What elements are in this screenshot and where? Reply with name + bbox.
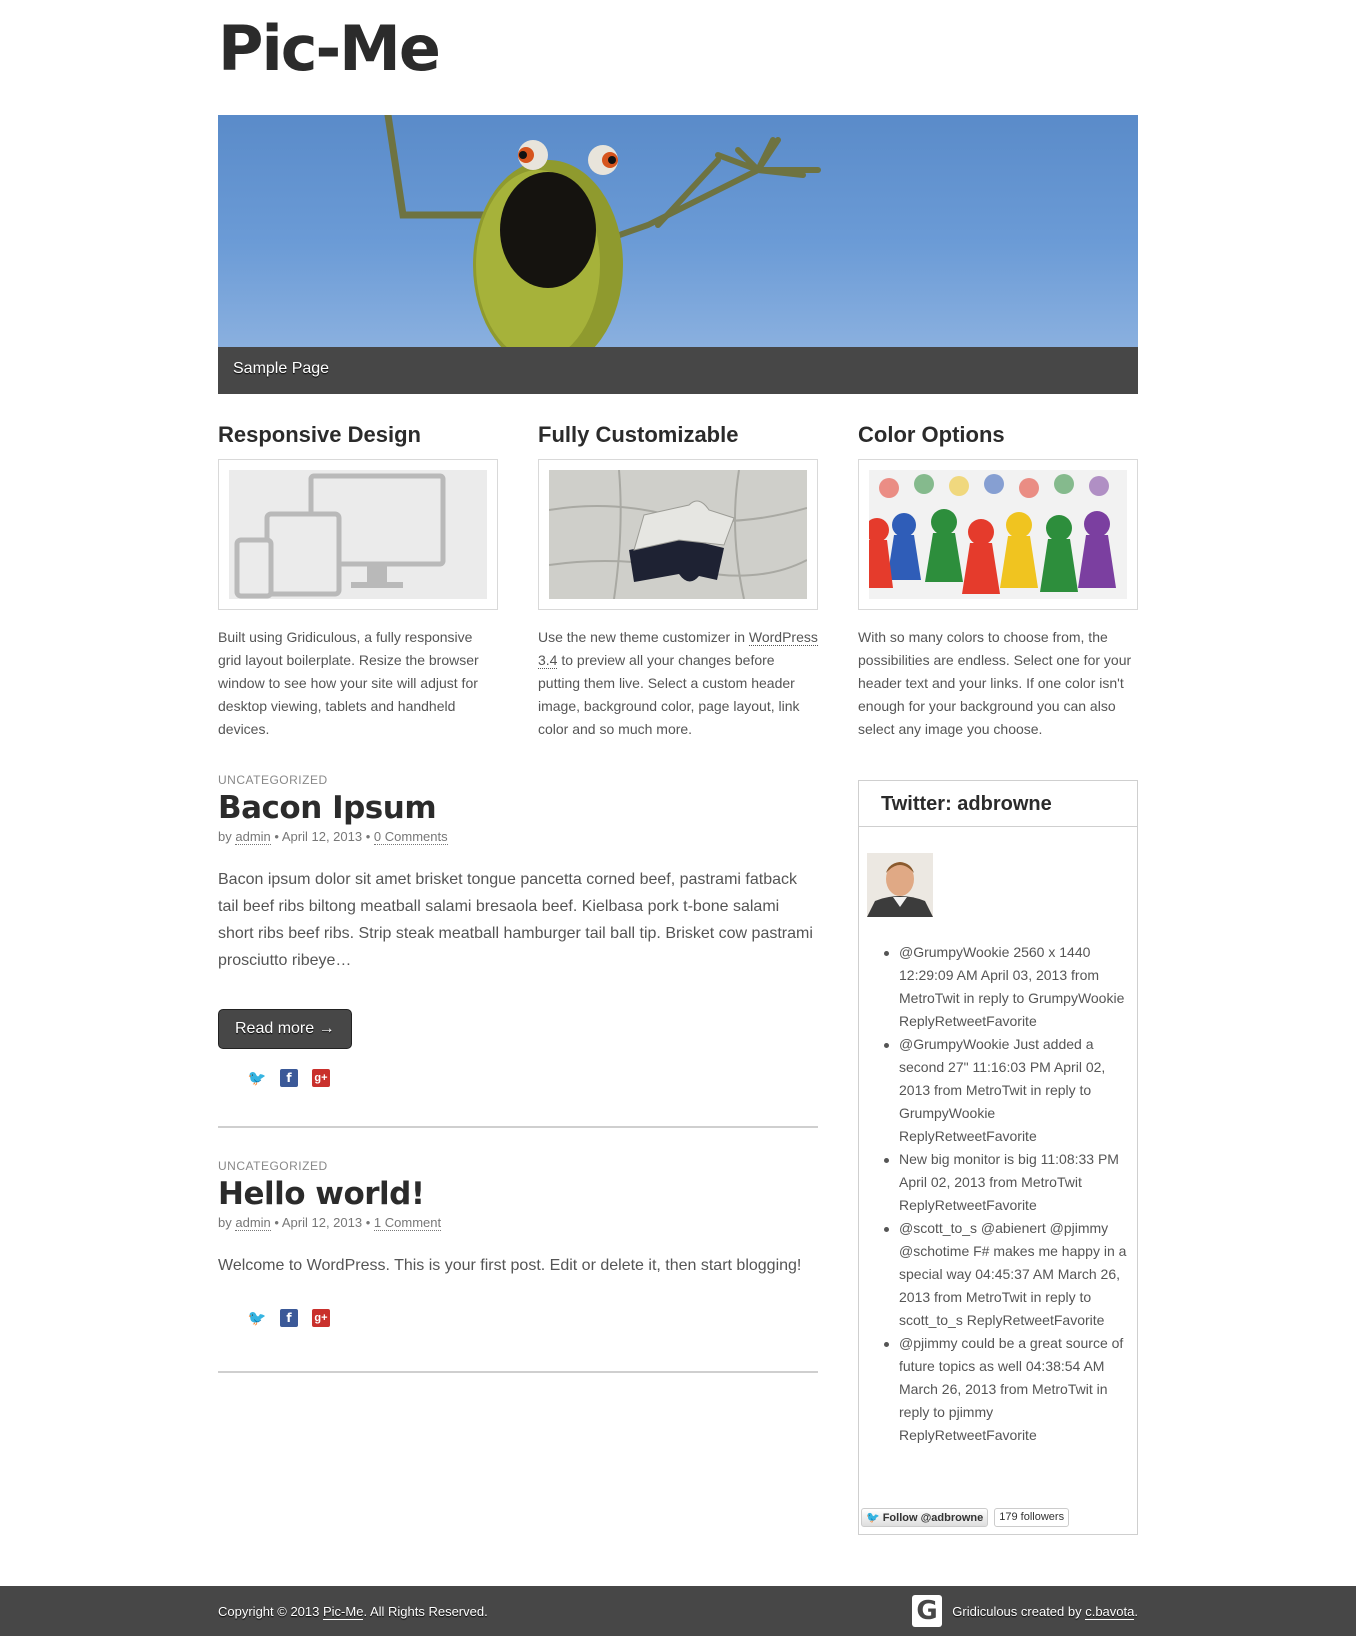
main-navigation xyxy=(218,347,1138,394)
tweet-item: @scott_to_s @abienert @pjimmy @schotime F# makes me happy in a special way 04:45:37 AM March 26, 2013 from MetroTwit in reply to scott_to_s ReplyRetweetFavorite xyxy=(899,1217,1129,1332)
post-bacon-ipsum xyxy=(218,773,818,1087)
twitter-bird-icon: 🐦 xyxy=(866,1512,880,1524)
footer-copyright: Copyright © 2013 Pic-Me. All Rights Reserved. xyxy=(218,1604,488,1619)
followers-count: 179 followers xyxy=(994,1508,1069,1527)
footer xyxy=(0,1586,1356,1636)
feature-fully-customizable xyxy=(538,422,818,741)
post-category[interactable]: UNCATEGORIZED xyxy=(218,773,328,787)
post-title[interactable]: Bacon Ipsum xyxy=(218,790,437,826)
facebook-icon[interactable]: f xyxy=(280,1309,298,1327)
footer-author-link[interactable]: c.bavota xyxy=(1085,1604,1135,1619)
post-hello-world xyxy=(218,1159,818,1327)
footer-site-link[interactable]: Pic-Me xyxy=(322,1604,364,1619)
post-author-link[interactable]: admin xyxy=(235,1215,271,1230)
twitter-follow xyxy=(861,1508,1069,1527)
tweet-item: New big monitor is big 11:08:33 PM April 02, 2013 from MetroTwit ReplyRetweetFavorite xyxy=(899,1148,1129,1217)
feature-description: With so many colors to choose from, the possibilities are endless. Select one for your header text and your links. If one color isn't enough for your background you can also select any image you choose. xyxy=(858,629,1132,737)
puzzle-image xyxy=(549,470,807,599)
frog-sculpture-image xyxy=(218,115,1138,347)
post-date: April 12, 2013 xyxy=(281,1215,363,1230)
colored-pawns-image xyxy=(869,470,1127,599)
feature-image-frame xyxy=(538,459,818,610)
google-plus-icon[interactable]: g+ xyxy=(312,1069,330,1087)
tweet-item: @GrumpyWookie 2560 x 1440 12:29:09 AM April 03, 2013 from MetroTwit in reply to GrumpyWookie ReplyRetweetFavorite xyxy=(899,941,1129,1033)
post-divider xyxy=(218,1126,818,1128)
follow-button[interactable]: 🐦 Follow @adbrowne xyxy=(861,1508,988,1527)
post-excerpt: Welcome to WordPress. This is your first post. Edit or delete it, then start blogging! xyxy=(218,1257,802,1274)
feature-description: Use the new theme customizer in WordPress 3.4 to preview all your changes before putting them live. Select a custom header image, background color, page layout, link color and so much more. xyxy=(538,629,818,737)
google-plus-icon[interactable]: g+ xyxy=(312,1309,330,1327)
post-comments-link[interactable]: 1 Comment xyxy=(373,1215,442,1230)
post-title[interactable]: Hello world! xyxy=(218,1176,425,1212)
post-category[interactable]: UNCATEGORIZED xyxy=(218,1159,328,1173)
feature-title: Color Options xyxy=(858,422,1005,447)
feature-description: Built using Gridiculous, a fully responsive grid layout boilerplate. Resize the browser window to see how your site will adjust for desktop viewing, tablets and handheld devices. xyxy=(218,629,479,737)
avatar[interactable] xyxy=(867,853,933,917)
post-comments-link[interactable]: 0 Comments xyxy=(373,829,448,844)
feature-title: Responsive Design xyxy=(218,422,421,447)
site-title[interactable]: Pic-Me xyxy=(218,12,439,85)
feature-image-frame xyxy=(218,459,498,610)
read-more-button[interactable]: Read more → xyxy=(218,1009,352,1049)
post-divider xyxy=(218,1371,818,1373)
wordpress-link[interactable]: WordPress 3.4 xyxy=(538,629,818,668)
feature-color-options xyxy=(858,422,1138,741)
feature-image-frame xyxy=(858,459,1138,610)
post-date: April 12, 2013 xyxy=(281,829,363,844)
feature-responsive-design xyxy=(218,422,498,741)
footer-credit: Gridiculous created by c.bavota. xyxy=(952,1604,1138,1619)
twitter-icon[interactable]: 🐦 xyxy=(247,1070,267,1087)
tweet-list xyxy=(899,941,1129,1447)
tweet-item: @pjimmy could be a great source of future topics as well 04:38:54 AM March 26, 2013 from MetroTwit in reply to pjimmy ReplyRetweetFavorite xyxy=(899,1332,1129,1447)
header-image xyxy=(218,115,1138,347)
facebook-icon[interactable]: f xyxy=(280,1069,298,1087)
twitter-icon[interactable]: 🐦 xyxy=(247,1310,267,1327)
nav-item-sample-page[interactable]: Sample Page xyxy=(233,360,330,377)
twitter-widget xyxy=(858,780,1138,1535)
feature-title: Fully Customizable xyxy=(538,422,739,447)
post-meta: by admin • April 12, 2013 • 1 Comment xyxy=(218,1215,442,1230)
devices-illustration xyxy=(229,470,487,599)
gridiculous-logo-icon: G xyxy=(912,1595,942,1627)
social-share xyxy=(248,1069,818,1087)
post-meta: by admin • April 12, 2013 • 0 Comments xyxy=(218,829,448,844)
twitter-widget-title: Twitter: adbrowne xyxy=(859,781,1137,827)
post-author-link[interactable]: admin xyxy=(235,829,271,844)
social-share xyxy=(248,1309,818,1327)
post-excerpt: Bacon ipsum dolor sit amet brisket tongue pancetta corned beef, pastrami fatback tail beef ribs biltong meatball salami bresaola beef. Kielbasa pork t-bone salami short ribs beef ribs. Strip steak meatball hamburger tail ball tip. Brisket cow pastrami prosciutto ribeye… xyxy=(218,871,813,969)
tweet-item: @GrumpyWookie Just added a second 27" 11:16:03 PM April 02, 2013 from MetroTwit in reply to GrumpyWookie ReplyRetweetFavorite xyxy=(899,1033,1129,1148)
